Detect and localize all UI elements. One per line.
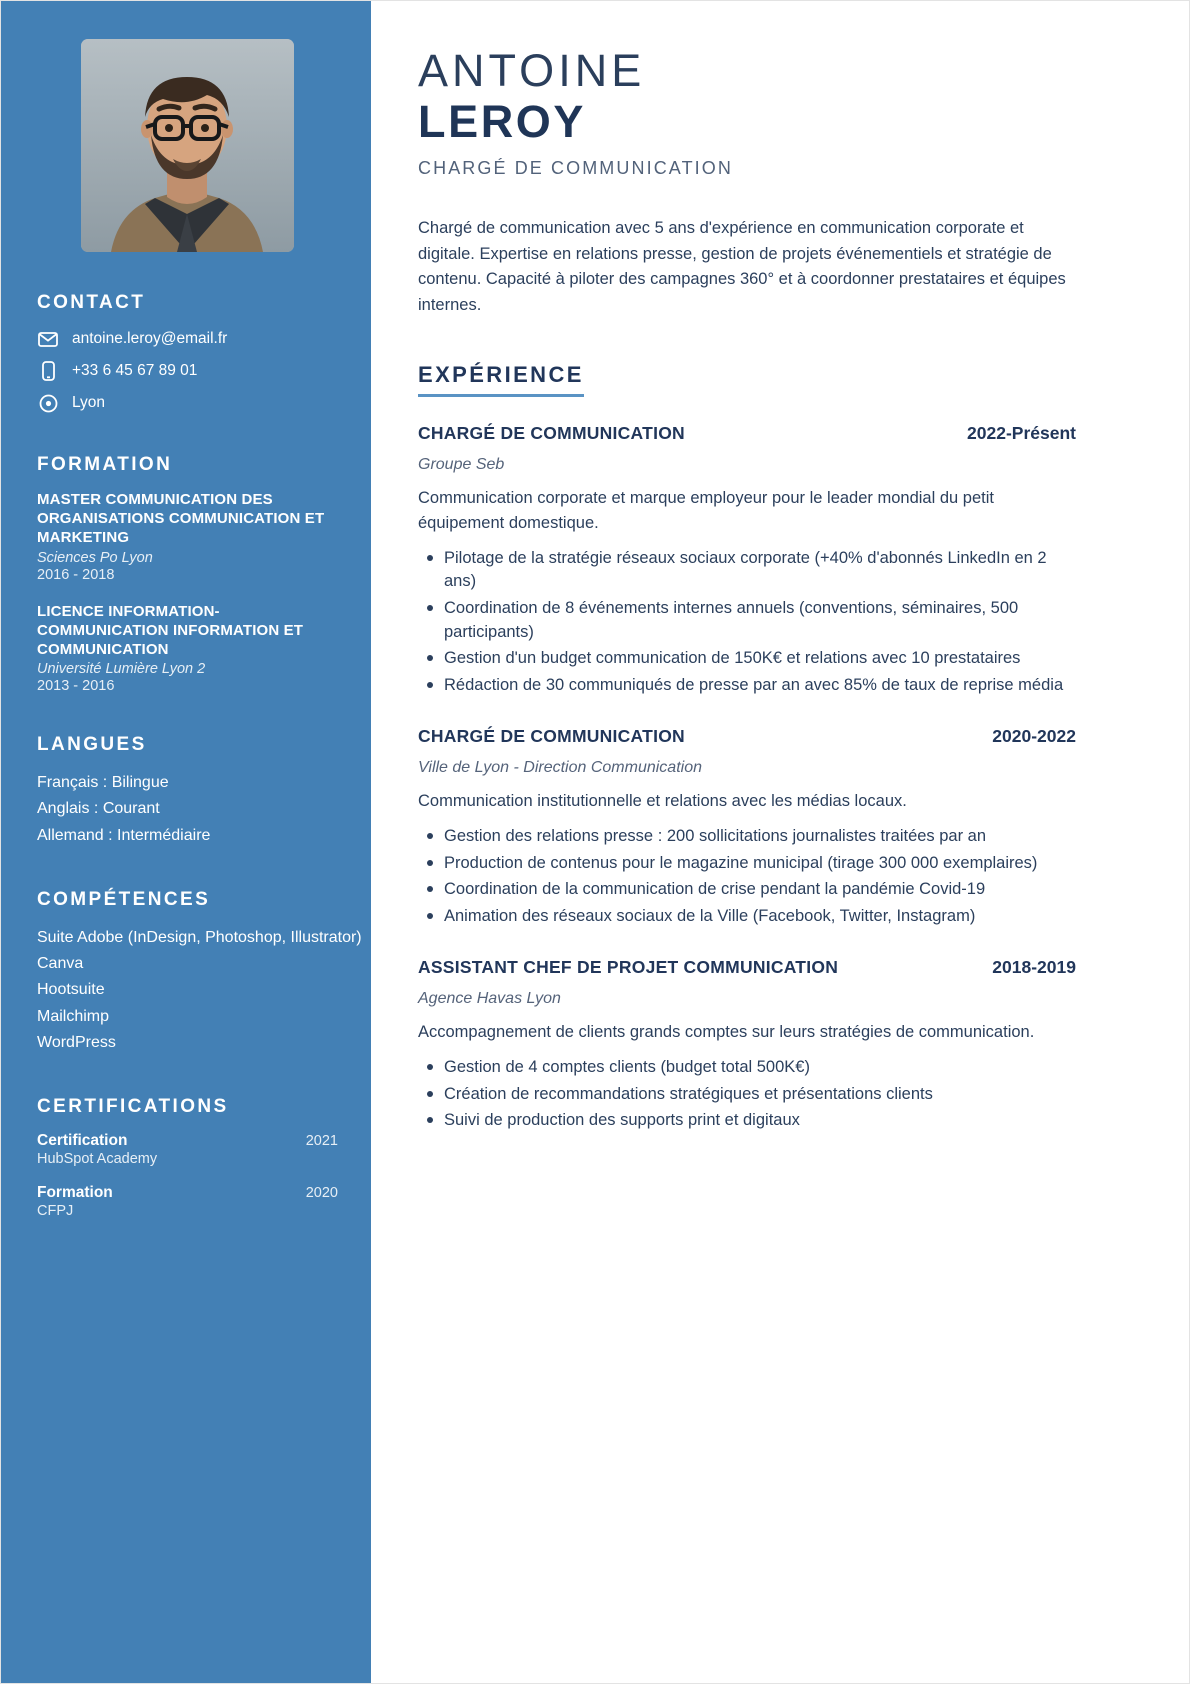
profile-photo [81,39,294,252]
experience-description: Accompagnement de clients grands comptes sur leurs stratégies de communication. [418,1023,1035,1042]
education-school: Sciences Po Lyon [37,549,153,566]
experience-company: Ville de Lyon - Direction Communication [418,759,702,777]
certification-year: 2020 [305,1185,338,1201]
certification-issuer: HubSpot Academy [37,1151,158,1167]
skill-item: WordPress [37,1033,116,1051]
skill-item: Suite Adobe (InDesign, Photoshop, Illustrator) [37,928,362,946]
contact-item-email[interactable] [37,328,338,350]
education-item [37,602,338,695]
experience-dates: 2018-2019 [992,957,1076,978]
experience-item [418,423,1076,697]
job-title: CHARGÉ DE COMMUNICATION [418,157,733,178]
skill-item: Mailchimp [37,1007,110,1025]
experience-bullets [418,1056,1076,1133]
experience-bullets [418,547,1076,698]
experience-bullets [418,825,1076,928]
experience-header [418,423,1076,444]
experience-company: Agence Havas Lyon [418,990,561,1008]
experience-header [418,726,1076,747]
experience-bullet: Production de contenus pour le magazine municipal (tirage 300 000 exemplaires) [418,852,1076,876]
professional-summary: Chargé de communication avec 5 ans d'expérience en communication corporate et digitale. Expertise en relations presse, gestion de projets événementiels et stratégie de contenu. Capacité à piloter des campagnes 360° et à coordonner prestataires et équipes internes. [418,218,1066,314]
experience-item [418,726,1076,928]
language-item: Anglais : Courant [37,800,160,818]
skills-heading: COMPÉTENCES [37,888,211,910]
experience-bullet: Création de recommandations stratégiques et présentations clients [418,1083,1076,1107]
certification-issuer: CFPJ [37,1203,74,1219]
envelope-icon [37,328,59,350]
contact-item-phone[interactable] [37,360,338,382]
experience-bullet: Gestion des relations presse : 200 sollicitations journalistes traitées par an [418,825,1076,849]
education-degree: LICENCE INFORMATION-COMMUNICATION INFORMATION ET COMMUNICATION [37,602,304,658]
contact-location-value: Lyon [72,394,106,411]
profile-photo-illustration [81,39,294,252]
experience-header [418,957,1076,978]
experience-bullet: Suivi de production des supports print et digitaux [418,1109,1076,1133]
phone-icon [37,360,59,382]
education-years: 2013 - 2016 [37,678,115,695]
education-years: 2016 - 2018 [37,566,115,583]
language-item: Allemand : Intermédiaire [37,826,211,844]
languages-heading: LANGUES [37,734,147,756]
experience-role: ASSISTANT CHEF DE PROJET COMMUNICATION [418,957,839,978]
certification-name: Certification [37,1132,128,1149]
experience-dates: 2020-2022 [992,726,1076,747]
contact-phone-value: +33 6 45 67 89 01 [72,362,198,379]
first-name: ANTOINE [418,45,646,96]
contact-email-value: antoine.leroy@email.fr [72,330,228,347]
experience-bullet: Pilotage de la stratégie réseaux sociaux corporate (+40% d'abonnés LinkedIn en 2 ans) [418,547,1076,594]
experience-role: CHARGÉ DE COMMUNICATION [418,423,685,444]
certifications-heading: CERTIFICATIONS [37,1096,229,1117]
experience-bullet: Coordination de 8 événements internes annuels (conventions, séminaires, 500 participants) [418,597,1076,644]
experience-bullet: Gestion d'un budget communication de 150K€ et relations avec 10 prestataires [418,647,1076,671]
experience-heading: EXPÉRIENCE [418,362,584,397]
experience-dates: 2022-Présent [967,423,1076,444]
main-content [371,1,1189,1683]
certification-item [37,1132,338,1167]
education-heading: FORMATION [37,454,173,475]
certification-year: 2021 [305,1133,338,1149]
language-item: Français : Bilingue [37,774,169,792]
certification-name: Formation [37,1184,113,1201]
skill-item: Hootsuite [37,981,105,999]
experience-description: Communication institutionnelle et relations avec les médias locaux. [418,792,907,811]
experience-description: Communication corporate et marque employeur pour le leader mondial du petit équipement domestique. [418,489,994,532]
sidebar [1,1,371,1683]
certification-header [37,1184,338,1202]
experience-bullet: Rédaction de 30 communiqués de presse par an avec 85% de taux de reprise média [418,674,1076,698]
education-degree: MASTER COMMUNICATION DES ORGANISATIONS COMMUNICATION ET MARKETING [37,491,325,547]
education-school: Université Lumière Lyon 2 [37,661,206,678]
last-name: LEROY [418,95,587,147]
certification-item [37,1184,338,1219]
certification-header [37,1132,338,1150]
skill-item: Canva [37,955,84,973]
experience-bullet: Gestion de 4 comptes clients (budget total 500K€) [418,1056,1076,1080]
contact-item-location[interactable] [37,392,338,414]
education-item [37,490,338,583]
location-pin-icon [37,392,59,414]
contact-heading: CONTACT [37,292,146,313]
experience-company: Groupe Seb [418,456,505,474]
experience-bullet: Animation des réseaux sociaux de la Ville (Facebook, Twitter, Instagram) [418,905,1076,929]
experience-role: CHARGÉ DE COMMUNICATION [418,726,685,747]
experience-bullet: Coordination de la communication de crise pendant la pandémie Covid-19 [418,878,1076,902]
experience-item [418,957,1076,1133]
